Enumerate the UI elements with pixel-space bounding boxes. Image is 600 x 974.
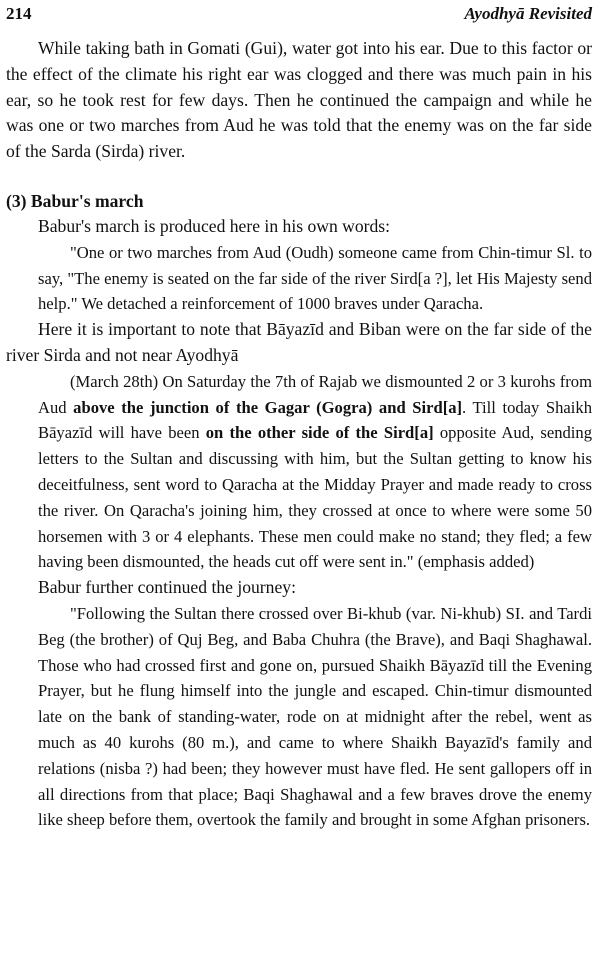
quote2-emphasis-1: above the junction of the Gagar (Gogra) and Sird[a] [73,397,463,417]
quote2-text-1: (March 28th) On Saturday the 7th of Rajab we dismounted 2 or 3 kurohs from Aud [38,371,592,417]
quote2-text-3: opposite Aud, sending letters to the Sultan and discussing with him, but the Sultan getting to know his deceitfulness, sent word to Qaracha at the Midday Prayer and made ready to cross the river. On Qaracha's joining him, they crossed at once to where were some 50 horsemen with 3 or 4 elephants. These men could make no stand; they fled; a few having been dismounted, the heads cut off were sent in." (emphasis added) [38,423,592,572]
quote-paragraph-3: "Following the Sultan there crossed over Bi-khub (var. Ni-khub) SI. and Tardi Beg (the brother) of Quj Beg, and Baba Chuhra (the Brave), and Baqi Shaghawal. Those who had crossed first and gone on, pursued Shaikh Bāyazīd till the Evening Prayer, but he flung himself into the jungle and escaped. Chin-timur dismounted late on the bank of standing-water, rode on at midnight after the rebel, went as much as 40 kurohs (80 m.), and came to where Shaikh Bayazīd's family and relations (nisba ?) had been; they however must have fled. He sent gallopers off in all directions from that place; Baqi Shaghawal and a few braves drove the enemy like sheep before them, overtook the family and brought in some Afghan prisoners. [38,603,592,830]
quote-paragraph-2 [6,369,592,575]
section-lead-2: Babur further continued the journey: [38,577,296,598]
quote2-emphasis-2: on the other side of the Sird[a] [205,423,434,443]
section-lead: Babur's march is produced here in his own words: [38,215,391,236]
running-head: Ayodhyā Revisited [464,4,592,23]
page-header [6,4,592,28]
quote2-text-2: . Till today Shaikh Bāyazīd will have been [38,397,593,443]
section-heading: (3) Babur's march [6,190,144,211]
note-paragraph: Here it is important to note that Bāyazīd and Biban were on the far side of the river Sirda and not near Ayodhyā [6,319,592,365]
quote-paragraph-1: "One or two marches from Aud (Oudh) someone came from Chin-timur Sl. to say, "The enemy is seated on the far side of the river Sird[a ?], let His Majesty send help." We detached a reinforcement of 1000 braves under Qaracha. [38,242,592,314]
intro-paragraph: While taking bath in Gomati (Gui), water got into his ear. Due to this factor or the effect of the climate his right ear was clogged and there was much pain in his ear, so he took rest for few days. Then he continued the campaign and while he was one or two marches from Aud he was told that the enemy was on the far side of the Sarda (Sirda) river. [6,38,592,162]
page-number: 214 [6,4,32,23]
